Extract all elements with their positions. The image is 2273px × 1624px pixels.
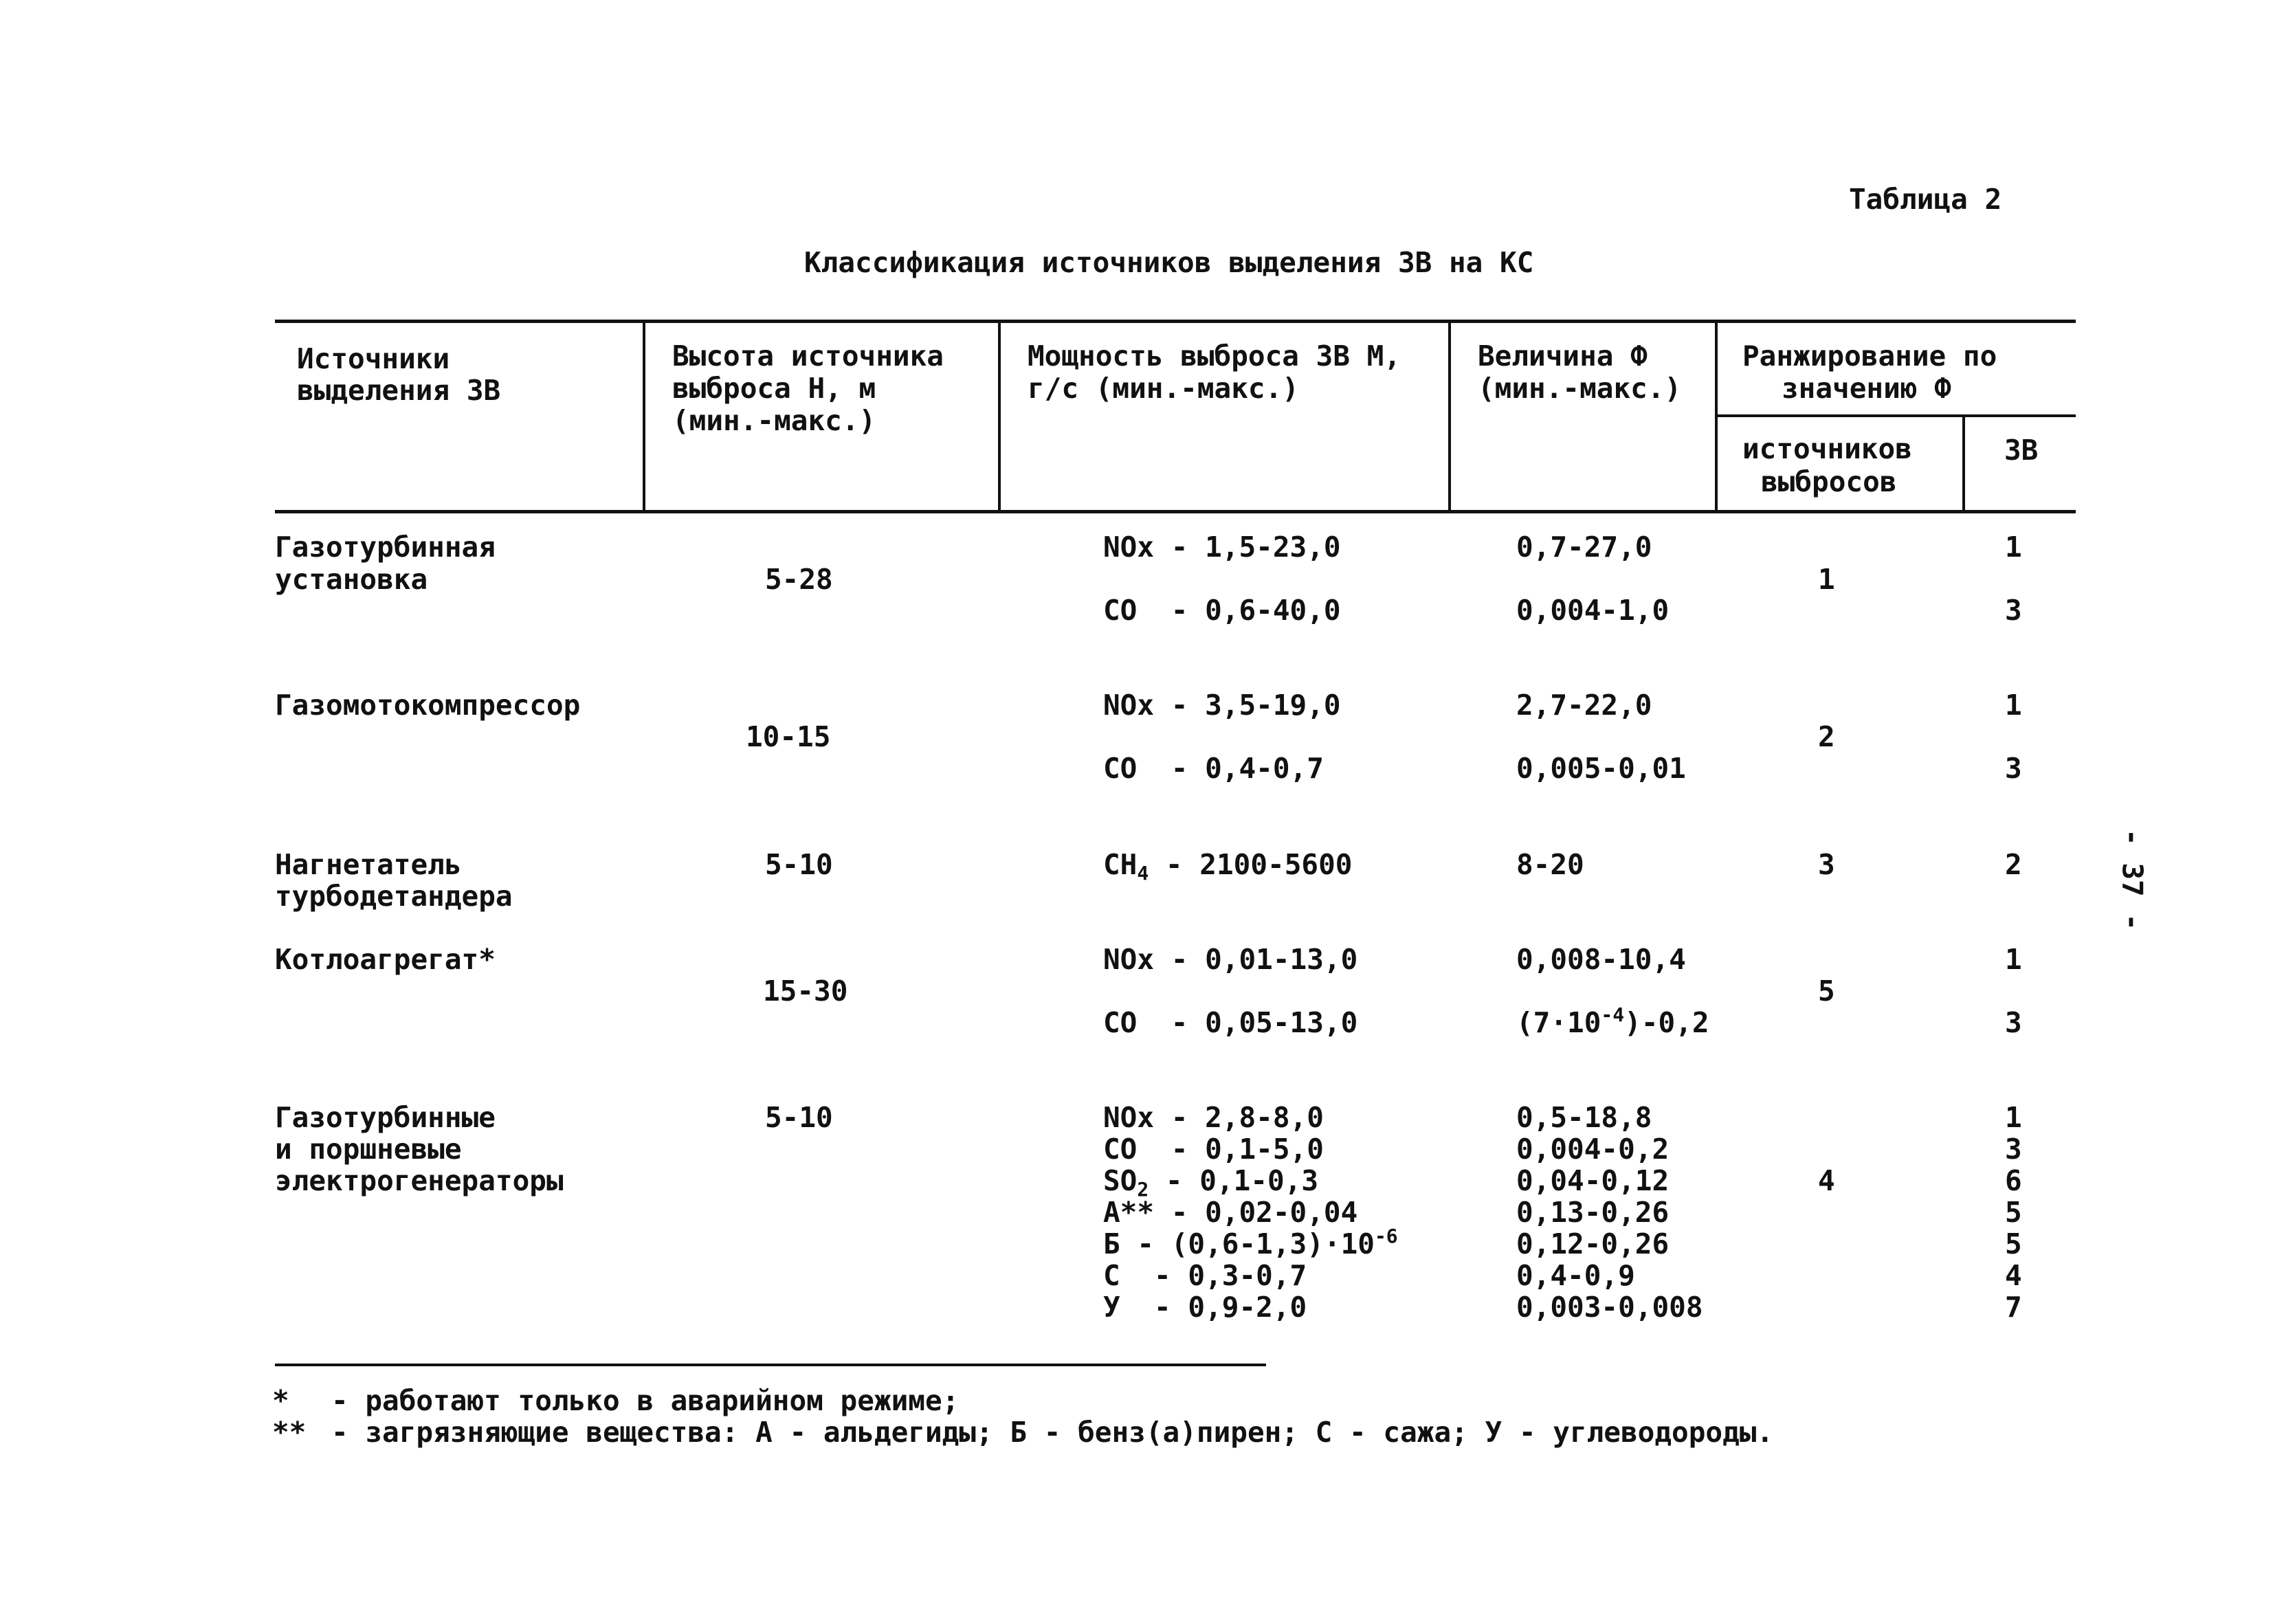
row-4-phi-co bbox=[1516, 1003, 1709, 1039]
row-5-rank-benzpyrene: 5 bbox=[2005, 1227, 2022, 1260]
row-1-height: 5-28 bbox=[765, 563, 833, 596]
row-5-rank-so2: 6 bbox=[2005, 1164, 2022, 1197]
row-5-rank-co: 3 bbox=[2005, 1133, 2022, 1166]
row-4-phi-co-rest: )-0,2 bbox=[1624, 1006, 1709, 1039]
row-5-rank-hydrocarbons: 7 bbox=[2005, 1291, 2022, 1324]
row-4-rank-co: 3 bbox=[2005, 1006, 2022, 1039]
row-5-phi-benzpyrene: 0,12-0,26 bbox=[1516, 1227, 1670, 1260]
row-5-name-line-2: и поршневые bbox=[275, 1133, 462, 1166]
header-power-line-2: г/с (мин.-макс.) bbox=[1028, 372, 1299, 405]
row-4-phi-co-exponent: -4 bbox=[1601, 1003, 1625, 1026]
row-4-power-co: CO - 0,05-13,0 bbox=[1103, 1006, 1358, 1039]
row-3-power-value: - 2100-5600 bbox=[1149, 848, 1353, 881]
row-3-power-subscript: 4 bbox=[1137, 862, 1149, 885]
header-rank-sources-line-2: выбросов bbox=[1761, 465, 1897, 498]
row-1-phi-co: 0,004-1,0 bbox=[1516, 594, 1670, 627]
row-3-power-ch4 bbox=[1103, 848, 1353, 885]
row-5-phi-nox: 0,5-18,8 bbox=[1516, 1101, 1652, 1134]
header-power-line-1: Мощность выброса ЗВ М, bbox=[1028, 340, 1401, 372]
row-5-rank-nox: 1 bbox=[2005, 1101, 2022, 1134]
row-5-power-soot: С - 0,3-0,7 bbox=[1103, 1259, 1307, 1292]
header-rank-sources-line-1: источников bbox=[1742, 432, 1912, 465]
footnote-1-text: - работают только в аварийном режиме; bbox=[331, 1384, 960, 1417]
page-number: - 37 - bbox=[2116, 828, 2149, 931]
row-4-rank-source: 5 bbox=[1818, 975, 1835, 1008]
row-5-power-nox: NOx - 2,8-8,0 bbox=[1103, 1101, 1324, 1134]
row-2-power-co: CO - 0,4-0,7 bbox=[1103, 752, 1324, 785]
row-5-power-hydrocarbons: У - 0,9-2,0 bbox=[1103, 1291, 1307, 1324]
row-1-name-line-1: Газотурбинная bbox=[275, 531, 496, 564]
table-title: Классификация источников выделения ЗВ на КС bbox=[804, 246, 1534, 279]
row-4-phi-co-base: (7·10 bbox=[1516, 1006, 1601, 1039]
row-5-power-benzpyrene bbox=[1103, 1225, 1398, 1260]
row-1-power-nox: NOx - 1,5-23,0 bbox=[1103, 531, 1341, 564]
header-height-line-3: (мин.-макс.) bbox=[672, 404, 876, 437]
header-sources-line-2: выделения ЗВ bbox=[297, 374, 501, 407]
row-5-power-benzpyrene-exponent: -6 bbox=[1374, 1225, 1398, 1247]
row-5-power-so2 bbox=[1103, 1164, 1319, 1201]
row-2-rank-co: 3 bbox=[2005, 752, 2022, 785]
row-5-phi-soot: 0,4-0,9 bbox=[1516, 1259, 1635, 1292]
header-bottom-rule bbox=[275, 510, 2076, 513]
header-ranking-line-1: Ранжирование по bbox=[1742, 340, 1997, 372]
row-5-rank-source: 4 bbox=[1818, 1164, 1835, 1197]
row-1-rank-source: 1 bbox=[1818, 563, 1835, 596]
row-5-power-co: CO - 0,1-5,0 bbox=[1103, 1133, 1324, 1166]
row-1-power-co: CO - 0,6-40,0 bbox=[1103, 594, 1341, 627]
row-5-name-line-1: Газотурбинные bbox=[275, 1101, 496, 1134]
footnote-2-text: - загрязняющие вещества: А - альдегиды; Б - бенз(а)пирен; С - сажа; У - углеводороды. bbox=[331, 1416, 1774, 1449]
row-1-name-line-2: установка bbox=[275, 563, 428, 596]
row-5-power-so2-value: - 0,1-0,3 bbox=[1149, 1164, 1319, 1197]
row-1-phi-nox: 0,7-27,0 bbox=[1516, 531, 1652, 564]
header-height-line-1: Высота источника bbox=[672, 340, 944, 372]
table-top-rule bbox=[275, 320, 2076, 323]
header-phi-line-1: Величина Ф bbox=[1478, 340, 1648, 372]
row-4-name-line-1: Котлоагрегат* bbox=[275, 943, 496, 976]
row-3-power-formula: CH bbox=[1103, 848, 1138, 881]
col-divider-4 bbox=[1715, 321, 1718, 512]
footnote-rule bbox=[275, 1364, 1266, 1366]
row-5-power-so2-subscript: 2 bbox=[1137, 1178, 1149, 1201]
header-ranking-line-2: значению Ф bbox=[1782, 372, 1951, 405]
col-divider-2 bbox=[998, 321, 1001, 512]
row-2-name-line-1: Газомотокомпрессор bbox=[275, 689, 581, 722]
row-2-phi-nox: 2,7-22,0 bbox=[1516, 689, 1652, 722]
row-5-phi-so2: 0,04-0,12 bbox=[1516, 1164, 1670, 1197]
row-1-rank-co: 3 bbox=[2005, 594, 2022, 627]
row-3-name-line-2: турбодетандера bbox=[275, 880, 513, 913]
row-4-rank-nox: 1 bbox=[2005, 943, 2022, 976]
table-label: Таблица 2 bbox=[1849, 183, 2002, 216]
row-5-power-benzpyrene-base: Б - (0,6-1,3)·10 bbox=[1103, 1227, 1375, 1260]
ranking-subheader-rule bbox=[1716, 414, 2076, 417]
col-divider-3 bbox=[1448, 321, 1451, 512]
row-3-rank-ch4: 2 bbox=[2005, 848, 2022, 881]
row-5-rank-aldehydes: 5 bbox=[2005, 1196, 2022, 1229]
row-4-height: 15-30 bbox=[763, 975, 848, 1008]
row-5-phi-hydrocarbons: 0,003-0,008 bbox=[1516, 1291, 1703, 1324]
row-2-rank-source: 2 bbox=[1818, 720, 1835, 753]
row-2-rank-nox: 1 bbox=[2005, 689, 2022, 722]
col-divider-5 bbox=[1962, 416, 1965, 512]
row-2-phi-co: 0,005-0,01 bbox=[1516, 752, 1686, 785]
row-3-rank-source: 3 bbox=[1818, 848, 1835, 881]
row-4-power-nox: NOx - 0,01-13,0 bbox=[1103, 943, 1358, 976]
footnote-1-mark: * bbox=[272, 1384, 289, 1417]
header-sources-line-1: Источники bbox=[297, 342, 450, 375]
row-5-phi-co: 0,004-0,2 bbox=[1516, 1133, 1670, 1166]
row-5-power-aldehydes: A** - 0,02-0,04 bbox=[1103, 1196, 1358, 1229]
row-2-height: 10-15 bbox=[746, 720, 831, 753]
row-3-name-line-1: Нагнетатель bbox=[275, 848, 462, 881]
row-5-name-line-3: электрогенераторы bbox=[275, 1164, 564, 1197]
row-3-height: 5-10 bbox=[765, 848, 833, 881]
footnote-2-mark: ** bbox=[272, 1416, 307, 1449]
row-1-rank-nox: 1 bbox=[2005, 531, 2022, 564]
row-5-height: 5-10 bbox=[765, 1101, 833, 1134]
col-divider-1 bbox=[643, 321, 645, 512]
row-5-rank-soot: 4 bbox=[2005, 1259, 2022, 1292]
row-4-phi-nox: 0,008-10,4 bbox=[1516, 943, 1686, 976]
row-3-phi-ch4: 8-20 bbox=[1516, 848, 1584, 881]
header-phi-line-2: (мин.-макс.) bbox=[1478, 372, 1682, 405]
row-5-phi-aldehydes: 0,13-0,26 bbox=[1516, 1196, 1670, 1229]
row-2-power-nox: NOx - 3,5-19,0 bbox=[1103, 689, 1341, 722]
header-height-line-2: выброса Н, м bbox=[672, 372, 876, 405]
row-5-power-so2-formula: SO bbox=[1103, 1164, 1138, 1197]
header-rank-zv: ЗВ bbox=[2004, 434, 2039, 467]
